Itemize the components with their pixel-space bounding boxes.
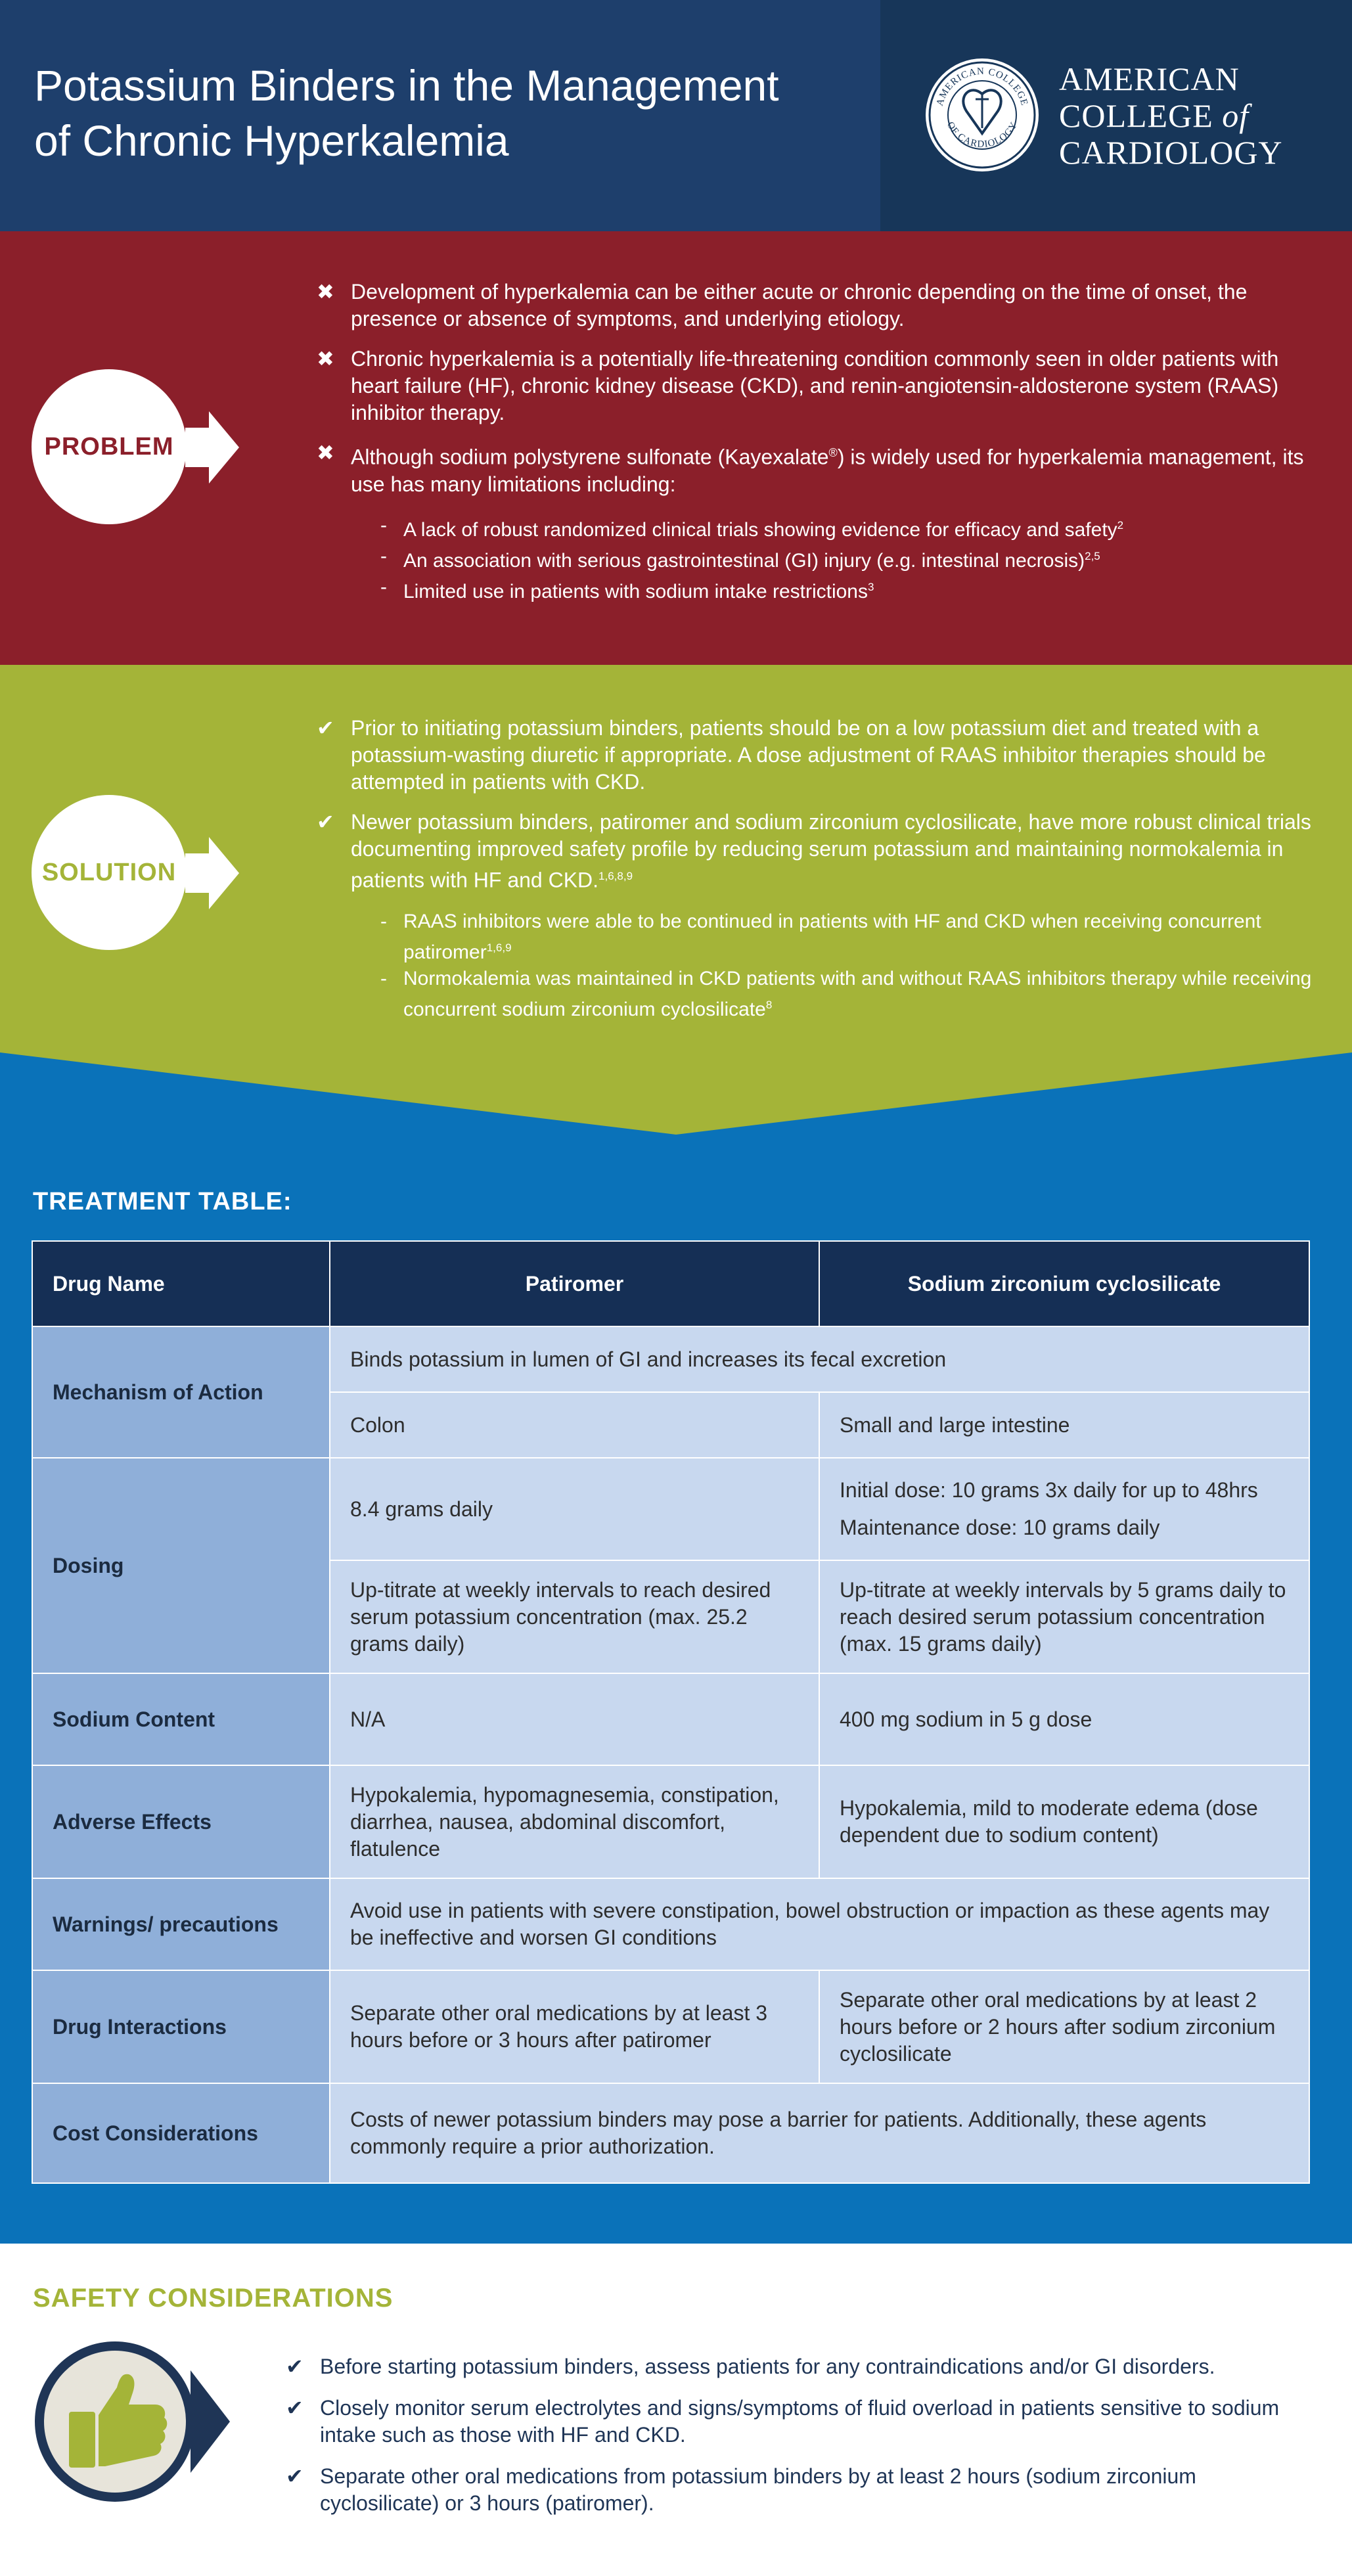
dosing-szc-1 xyxy=(819,1458,1309,1560)
solution-sub-bullets xyxy=(380,909,1315,1023)
dosing-szc-2: Up-titrate at weekly intervals by 5 grams daily to reach desired serum potassium concentration (max. 15 grams daily) xyxy=(819,1560,1309,1673)
header-patiromer: Patiromer xyxy=(330,1241,819,1326)
sodium-patiromer: N/A xyxy=(330,1673,819,1765)
solution-badge xyxy=(32,795,187,950)
safety-bullet-1: ✔ Before starting potassium binders, assess patients for any contraindications and/or GI disorders. xyxy=(286,2353,1317,2380)
row-label-dosing: Dosing xyxy=(32,1458,330,1673)
problem-sub-bullet-1: - A lack of robust randomized clinical trials showing evidence for efficacy and safety$^2$ xyxy=(380,514,1124,541)
acc-seal-logo xyxy=(923,56,1041,174)
problem-arrow-icon xyxy=(185,411,239,484)
problem-sub-bullet-2: - An association with serious gastrointestinal (GI) injury (e.g. intestinal necrosis)$^{2,5}$ xyxy=(380,545,1100,572)
solution-bullets xyxy=(317,715,1315,1023)
problem-sub-bullet-3: - Limited use in patients with sodium intake restrictions$^3$ xyxy=(380,576,874,602)
table-row-dosing xyxy=(32,1458,1309,1560)
checkmark-icon: ✔ xyxy=(317,716,334,740)
logo-line-3: CARDIOLOGY xyxy=(1059,134,1283,171)
safety-bullet-2: ✔ Closely monitor serum electrolytes and signs/symptoms of fluid overload in patients sensitive to sodium intake such as those with HF and CKD. xyxy=(286,2396,1280,2447)
mechanism-shared: Binds potassium in lumen of GI and increases its fecal excretion xyxy=(330,1326,1309,1392)
solution-sub-bullet-1: - RAAS inhibitors were able to be continued in patients with HF and CKD when receiving concurrent patiromer$^{1,6,9}$ xyxy=(380,910,1261,963)
dosing-szc-maintenance: Maintenance dose: 10 grams daily xyxy=(840,1516,1160,1539)
table-row-mechanism xyxy=(32,1326,1309,1392)
treatment-table xyxy=(32,1240,1310,2184)
safety-bullet-3: ✔ Separate other oral medications from potassium binders by at least 2 hours (sodium zirconium cyclosilicate) or 3 hours (patiromer). xyxy=(286,2464,1196,2515)
mechanism-szc: Small and large intestine xyxy=(819,1392,1309,1458)
row-label-adverse: Adverse Effects xyxy=(32,1765,330,1878)
thumbs-up-icon xyxy=(33,2336,250,2507)
problem-bullet-1: ✖ Development of hyperkalemia can be either acute or chronic depending on the time of onset, the presence or absence of symptoms, and underlying etiology. xyxy=(317,280,1248,330)
warnings-shared: Avoid use in patients with severe constipation, bowel obstruction or impaction as these agents may be ineffective and worsen GI conditions xyxy=(330,1878,1309,1970)
dosing-patiromer-2: Up-titrate at weekly intervals to reach desired serum potassium concentration (max. 25.2 grams daily) xyxy=(330,1560,819,1673)
solution-bullet-2: ✔ Newer potassium binders, patiromer and sodium zirconium cyclosilicate, have more robust clinical trials documenting improved safety profile by reducing serum potassium and maintaining normokalemia in patients with HF and CKD.$^{1,6,8,9}$ - RAAS inhibitors were able to be continued in patients with HF and CKD when receiving concurrent patiromer$^{1,6,9}$ - Normokalemia was maintained in CKD patients with and without RAAS inhibitors therapy while receiving concurrent sodium zirconium cyclosilicate$^8$ xyxy=(317,809,1315,1023)
problem-bullet-3: ✖ Although sodium polystyrene sulfonate (Kayexalate®) is widely used for hyperkalemia management, its use has many limitations including: - A lack of robust randomized clinical trials showing evidence for efficacy and safety$^2$ - An association with serious gastrointestinal (GI) injury (e.g. intestinal necrosis)$^{2,5}$ - Limited use in patients with sodium intake restrictions$^3$ xyxy=(317,440,1315,605)
cost-shared: Costs of newer potassium binders may pose a barrier for patients. Additionally, these agents commonly require a prior authorization. xyxy=(330,2083,1309,2183)
mechanism-patiromer: Colon xyxy=(330,1392,819,1458)
solution-label: SOLUTION xyxy=(41,858,177,886)
acc-logo-wordmark xyxy=(1059,60,1341,171)
table-row-warnings xyxy=(32,1878,1309,1970)
solution-arrow-icon xyxy=(185,837,239,909)
interactions-patiromer: Separate other oral medications by at least 3 hours before or 3 hours after patiromer xyxy=(330,1970,819,2083)
solution-sub-bullet-2: - Normokalemia was maintained in CKD patients with and without RAAS inhibitors therapy while receiving concurrent sodium zirconium cyclosilicate$^8$ xyxy=(380,967,1312,1020)
checkmark-icon: ✔ xyxy=(286,2396,304,2420)
table-row-sodium xyxy=(32,1673,1309,1765)
table-row-interactions xyxy=(32,1970,1309,2083)
table-row-cost xyxy=(32,2083,1309,2183)
row-label-cost: Cost Considerations xyxy=(32,2083,330,2183)
sodium-szc: 400 mg sodium in 5 g dose xyxy=(819,1673,1309,1765)
row-label-mechanism: Mechanism of Action xyxy=(32,1326,330,1458)
page-title-line-1: Potassium Binders in the Management xyxy=(34,61,779,110)
logo-line-2: COLLEGE of xyxy=(1059,97,1250,134)
safety-title: SAFETY CONSIDERATIONS xyxy=(33,2284,394,2313)
checkmark-icon: ✔ xyxy=(286,2355,304,2378)
problem-bullets xyxy=(317,279,1315,605)
solution-bullet-1: ✔ Prior to initiating potassium binders, patients should be on a low potassium diet and treated with a potassium-wasting diuretic if appropriate. A dose adjustment of RAAS inhibitor therapies should be attempted in patients with CKD. xyxy=(317,716,1266,794)
problem-sub-bullets xyxy=(380,512,1315,605)
adverse-patiromer: Hypokalemia, hypomagnesemia, constipation, diarrhea, nausea, abdominal discomfort, flatulence xyxy=(330,1765,819,1878)
dosing-szc-initial: Initial dose: 10 grams 3x daily for up to 48hrs xyxy=(840,1478,1258,1502)
problem-badge xyxy=(32,369,187,524)
logo-line-1: AMERICAN xyxy=(1059,60,1240,97)
x-mark-icon: ✖ xyxy=(317,347,334,371)
problem-label: PROBLEM xyxy=(44,432,174,461)
page-title xyxy=(34,58,862,168)
row-label-warnings: Warnings/ precautions xyxy=(32,1878,330,1970)
seal-top-text: AMERICAN COLLEGE xyxy=(934,66,1030,108)
page-title-line-2: of Chronic Hyperkalemia xyxy=(34,116,509,165)
treatment-table-title: TREATMENT TABLE: xyxy=(33,1188,292,1215)
adverse-szc: Hypokalemia, mild to moderate edema (dose dependent due to sodium content) xyxy=(819,1765,1309,1878)
seal-bottom-text: OF CARDIOLOGY xyxy=(944,120,1020,150)
header-szc: Sodium zirconium cyclosilicate xyxy=(819,1241,1309,1326)
header-drug-name: Drug Name xyxy=(32,1241,330,1326)
x-mark-icon: ✖ xyxy=(317,280,334,304)
interactions-szc: Separate other oral medications by at least 2 hours before or 2 hours after sodium zirconium cyclosilicate xyxy=(819,1970,1309,2083)
row-label-sodium: Sodium Content xyxy=(32,1673,330,1765)
problem-bullet-2: ✖ Chronic hyperkalemia is a potentially life-threatening condition commonly seen in older patients with heart failure (HF), chronic kidney disease (CKD), and renin-angiotensin-aldosterone system (RAAS) inhibitor therapy. xyxy=(317,347,1279,424)
dosing-patiromer-1: 8.4 grams daily xyxy=(330,1458,819,1560)
safety-bullets xyxy=(286,2353,1317,2531)
checkmark-icon: ✔ xyxy=(286,2464,304,2488)
checkmark-icon: ✔ xyxy=(317,810,334,834)
row-label-interactions: Drug Interactions xyxy=(32,1970,330,2083)
table-row-adverse xyxy=(32,1765,1309,1878)
x-mark-icon: ✖ xyxy=(317,441,334,464)
table-header-row xyxy=(32,1241,1309,1326)
